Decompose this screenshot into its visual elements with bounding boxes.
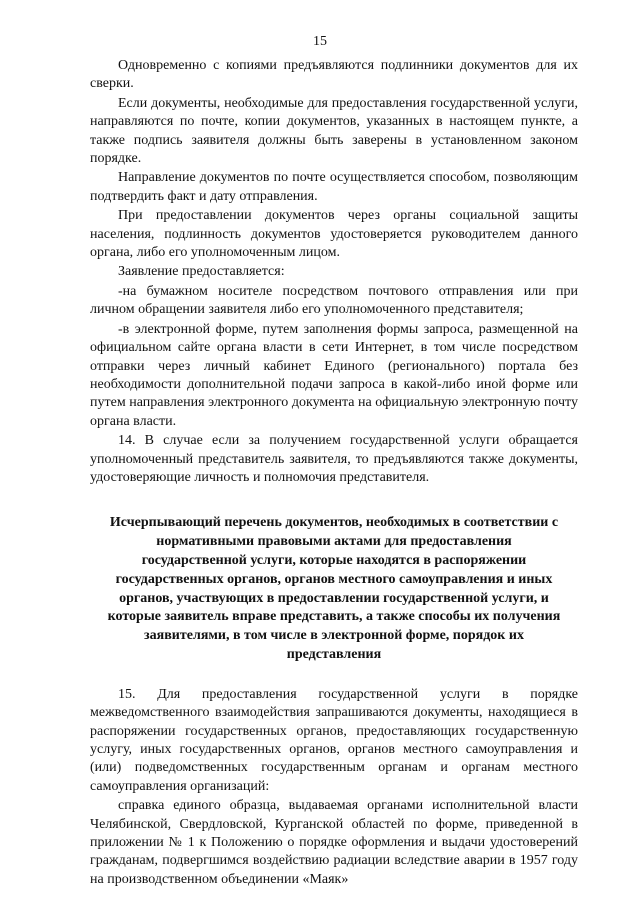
section-heading-text: Исчерпывающий перечень документов, необходимых в соответствии с нормативными правовыми актами для предоставления государственной услуги, которые находятся в распоряжении государственных органов, органов местного самоуправления и иных органов, участвующих в предоставлении государственной услуги, и которые заявитель вправе представить, а также способы их получения заявителями, в том числе в электронной форме, порядок их представления [107,515,561,662]
paragraph: Направление документов по почте осуществляется способом, позволяющим подтвердить факт и дату отправления. [90,170,578,204]
list-item: -на бумажном носителе посредством почтового отправления или при личном обращении заявителя либо его уполномоченного представителя; [90,283,578,318]
page-number: 15 [313,34,327,49]
paragraph: справка единого образца, выдаваемая органами исполнительной власти Челябинской, Свердловской, Курганской областей по форме, приведенной в приложении № 1 к Положению о порядке оформления и выдачи удостоверений гражданам, подвергшимся воздействию радиации вследствие аварии в 1957 году на производственном объединении «Маяк» [90,798,578,887]
section-heading [102,514,566,664]
paragraph: При предоставлении документов через органы социальной защиты населения, подлинность документов удостоверяется руководителем данного органа, либо его уполномоченным лицом. [90,208,578,261]
paragraph: Заявление предоставляется: [118,264,285,280]
paragraph: Если документы, необходимые для предоставления государственной услуги, направляются по почте, копии документов, указанных в настоящем пункте, а также подпись заявителя должны быть заверены в установленном законом порядке. [90,95,578,167]
paragraph: Одновременно с копиями предъявляются подлинники документов для их сверки. [90,58,578,92]
paragraph: 15. Для предоставления государственной услуги в порядке межведомственного взаимодействия запрашиваются документы, находящиеся в распоряжении государственных органов, предоставляющих государственную услугу, иных государственных органов, органов местного самоуправления и (или) подведомственных государственным органам и органам местного самоуправления организаций: [90,686,578,794]
document-body [90,57,578,889]
paragraph: 14. В случае если за получением государственной услуги обращается уполномоченный представитель заявителя, то предъявляются также документы, удостоверяющие личность и полномочия представителя. [90,433,578,485]
list-item: -в электронной форме, путем заполнения формы запроса, размещенной на официальном сайте органа власти в сети Интернет, в том числе посредством отправки через личный кабинет Единого (регионального) портала без необходимости дополнительной подачи запроса в какой-либо иной форме или путем направления электронного документа на официальную электронную почту органа власти. [90,321,578,429]
